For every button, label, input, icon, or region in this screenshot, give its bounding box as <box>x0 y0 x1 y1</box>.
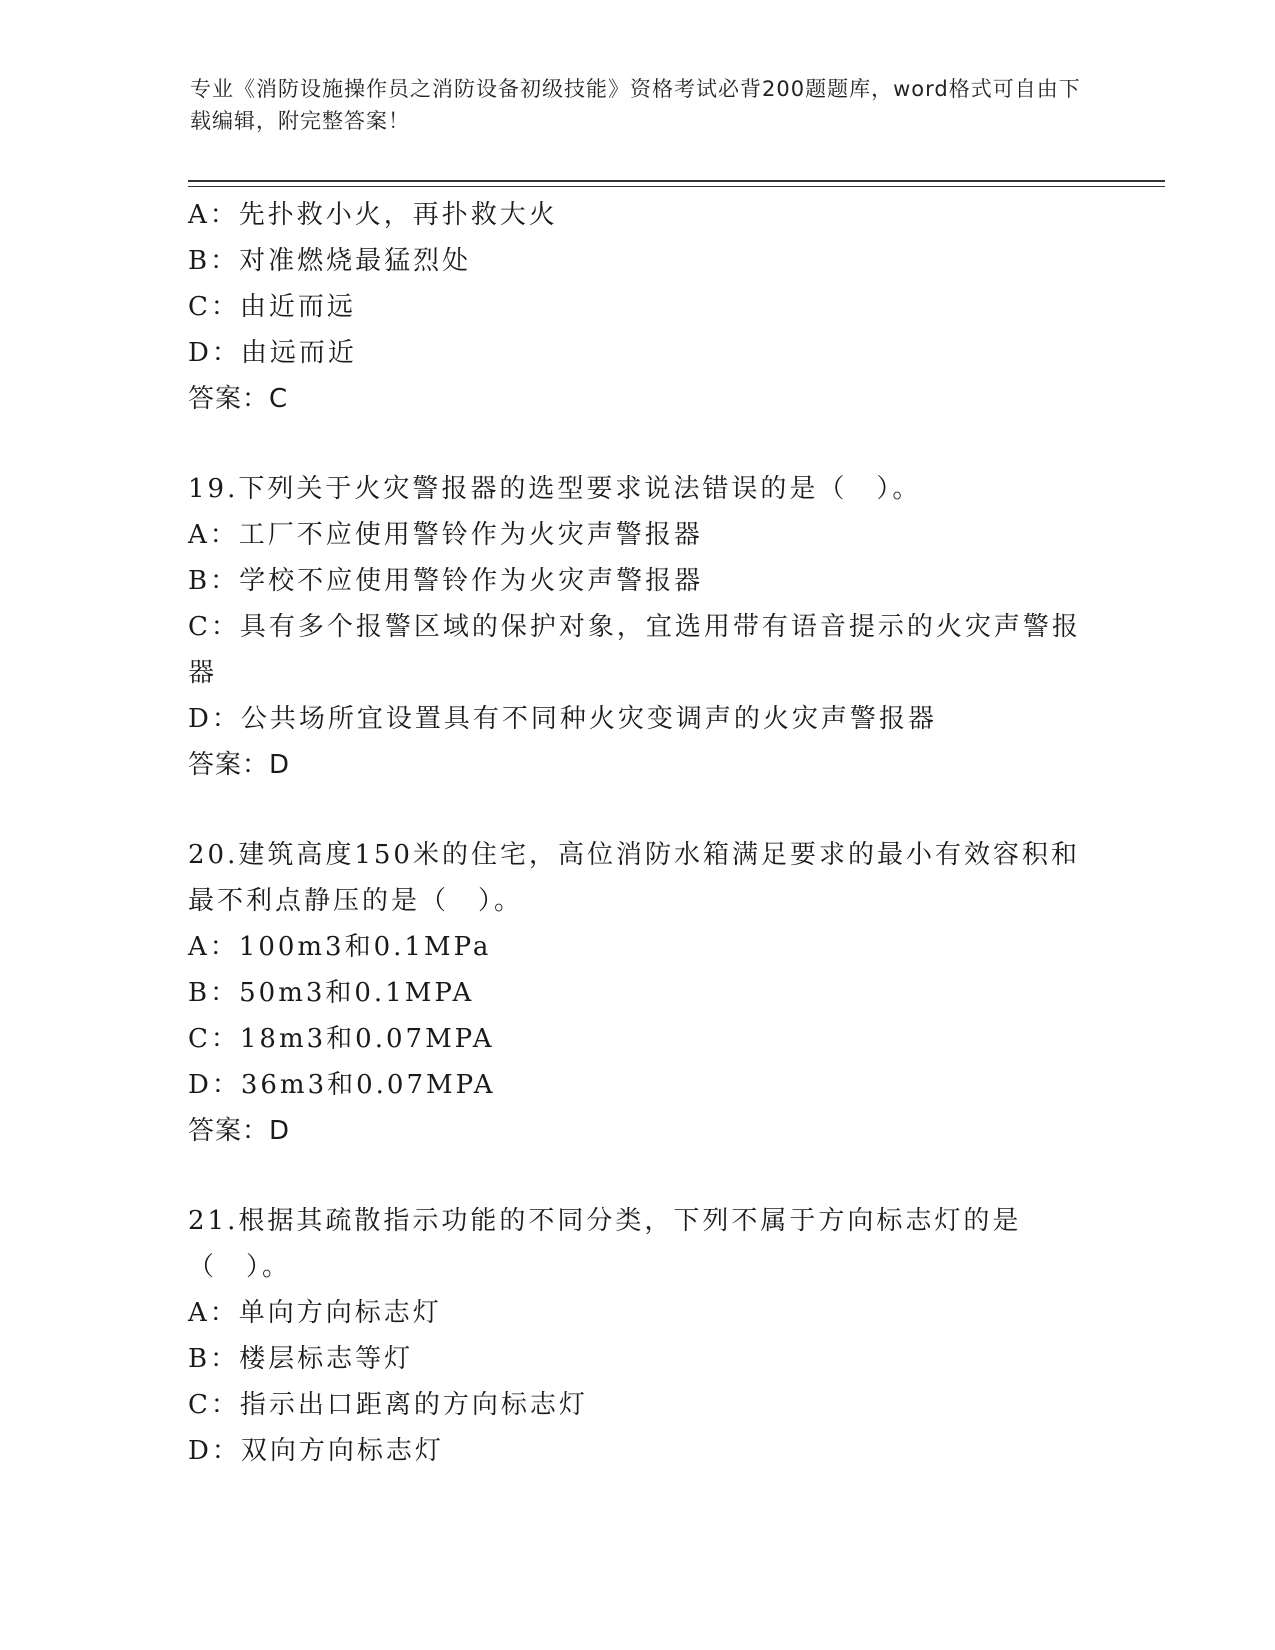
option-d: D：由远而近 <box>188 338 357 368</box>
header-divider-thin <box>188 186 1165 187</box>
option-b: B：楼层标志等灯 <box>188 1344 414 1374</box>
option-c: C：指示出口距离的方向标志灯 <box>188 1390 588 1420</box>
answer-line: 答案：D <box>188 750 291 780</box>
question-carryover <box>188 192 1088 422</box>
option-b: B：50m3和0.1MPA <box>188 978 475 1008</box>
question-19 <box>188 466 1088 788</box>
document-body <box>188 192 1088 1518</box>
option-d: D：36m3和0.07MPA <box>188 1070 496 1100</box>
question-stem: 21.根据其疏散指示功能的不同分类，下列不属于方向标志灯的是（ ）。 <box>188 1206 1022 1282</box>
header-divider <box>188 180 1165 182</box>
question-20 <box>188 832 1088 1154</box>
question-stem: 19.下列关于火灾警报器的选型要求说法错误的是（ ）。 <box>188 474 922 504</box>
answer-line: 答案：D <box>188 1116 291 1146</box>
option-a: A：100m3和0.1MPa <box>188 932 492 962</box>
option-c: C：18m3和0.07MPA <box>188 1024 495 1054</box>
question-stem: 20.建筑高度150米的住宅，高位消防水箱满足要求的最小有效容积和最不利点静压的是（ ）。 <box>188 840 1080 916</box>
option-a: A：单向方向标志灯 <box>188 1298 442 1328</box>
option-d: D：公共场所宜设置具有不同种火灾变调声的火灾声警报器 <box>188 704 937 734</box>
option-a: A：先扑救小火，再扑救大火 <box>188 200 558 230</box>
option-c: C：具有多个报警区域的保护对象，宜选用带有语音提示的火灾声警报器 <box>188 612 1081 688</box>
question-21 <box>188 1198 1088 1474</box>
option-b: B：对准燃烧最猛烈处 <box>188 246 472 276</box>
option-d: D：双向方向标志灯 <box>188 1436 444 1466</box>
option-c: C：由近而远 <box>188 292 356 322</box>
page-header: 专业《消防设施操作员之消防设备初级技能》资格考试必背200题题库，word格式可自由下载编辑，附完整答案！ <box>190 77 1081 133</box>
option-a: A：工厂不应使用警铃作为火灾声警报器 <box>188 520 703 550</box>
option-b: B：学校不应使用警铃作为火灾声警报器 <box>188 566 704 596</box>
answer-line: 答案：C <box>188 384 289 414</box>
